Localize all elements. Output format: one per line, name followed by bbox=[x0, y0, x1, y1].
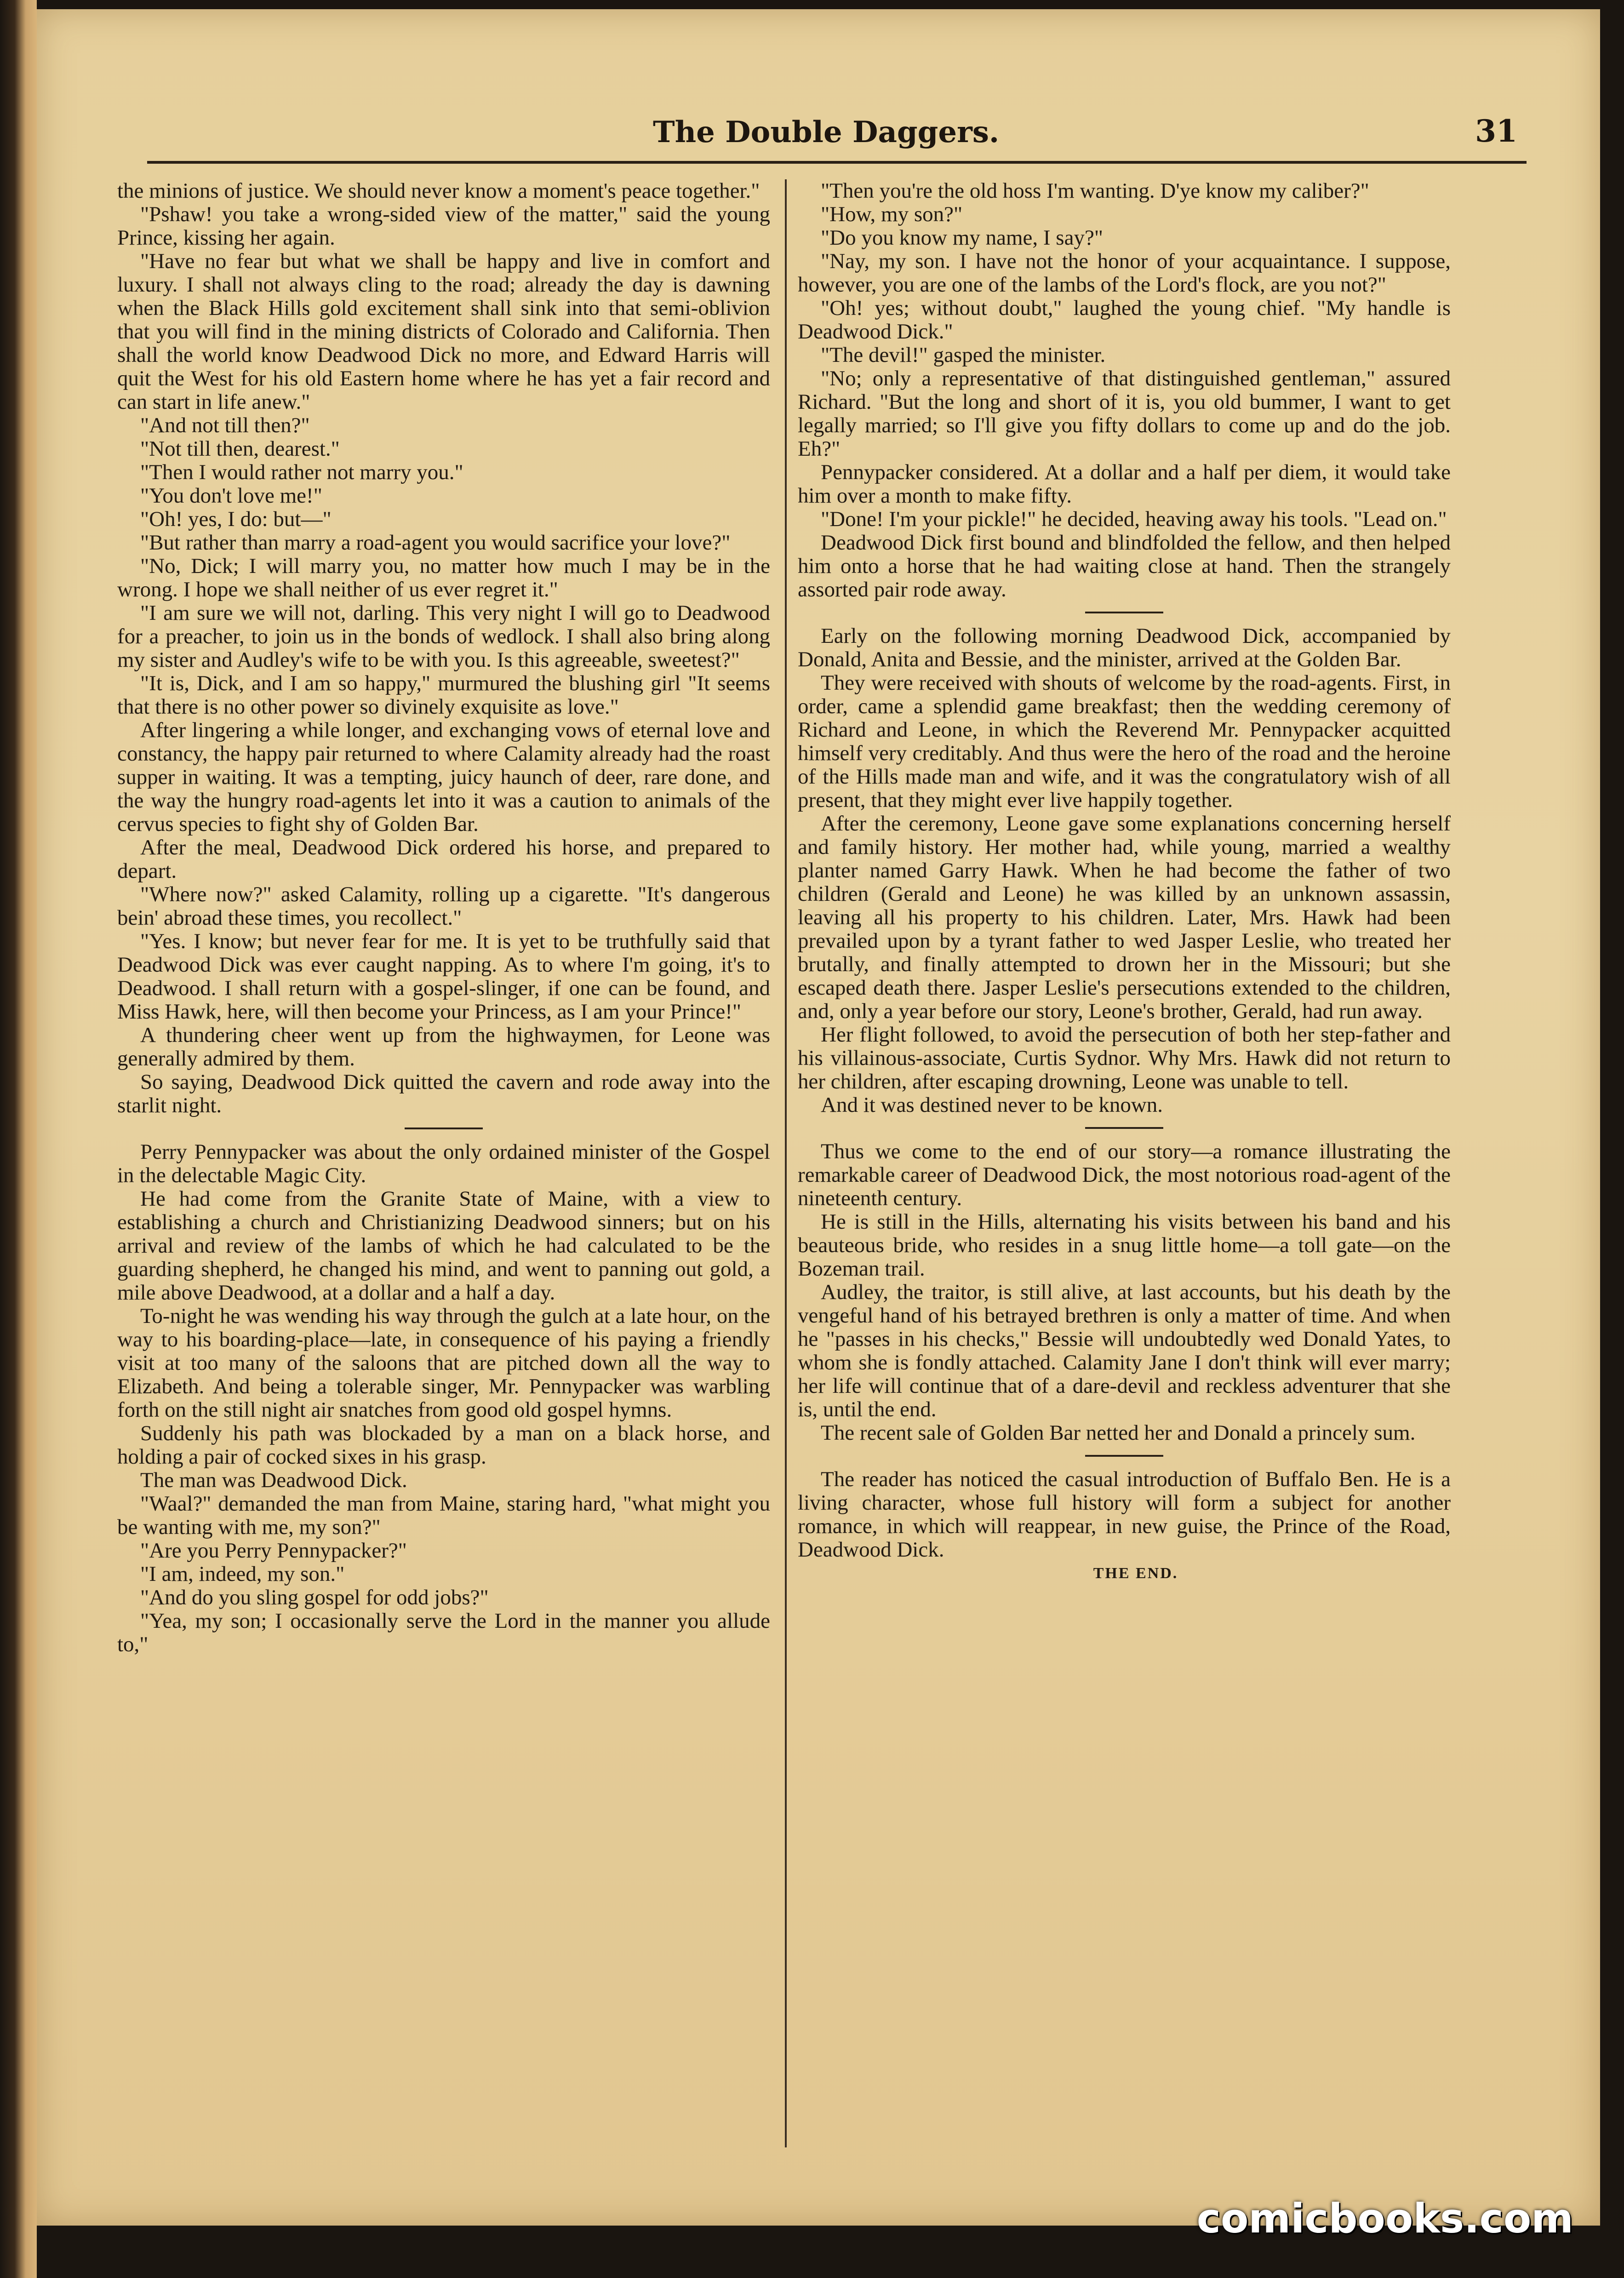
paragraph: Suddenly his path was blockaded by a man on a black horse, and holding a pair of cocked sixes in his grasp. bbox=[117, 1421, 770, 1469]
paragraph: To-night he was wending his way through the gulch at a late hour, on the way to his boarding-place—late, in consequence of his paying a friendly visit at too many of the saloons that are pitched down all the way to Elizabeth. And being a tolerable singer, Mr. Pennypacker was warbling forth on the still night air snatches from good old gospel hymns. bbox=[117, 1304, 770, 1422]
paragraph: He is still in the Hills, alternating his visits between his band and his beauteous bride, who resides in a snug little home—a toll gate—on the Bozeman trail. bbox=[798, 1210, 1451, 1281]
paragraph: Early on the following morning Deadwood Dick, accompanied by Donald, Anita and Bessie, and the minister, arrived at the Golden Bar. bbox=[798, 624, 1451, 671]
paragraph: "Yes. I know; but never fear for me. It is yet to be truthfully said that Deadwood Dick was ever caught napping. As to where I'm going, it's to Deadwood. I shall return with a gospel-slinger, if one can be found, and Miss Hawk, here, will then become your Princess, as I am your Prince!" bbox=[117, 929, 770, 1024]
paragraph: Pennypacker considered. At a dollar and a half per diem, it would take him over a month to make fifty. bbox=[798, 460, 1451, 508]
paragraph: "Pshaw! you take a wrong-sided view of the matter," said the young Prince, kissing her again. bbox=[117, 202, 770, 250]
right-column bbox=[798, 179, 1451, 2147]
paragraph: Deadwood Dick first bound and blindfolded the fellow, and then helped him onto a horse that he had waiting close at hand. Then the strangely assorted pair rode away. bbox=[798, 531, 1451, 601]
paragraph: Perry Pennypacker was about the only ordained minister of the Gospel in the delectable Magic City. bbox=[117, 1140, 770, 1187]
section-divider bbox=[405, 1128, 483, 1129]
paragraph: "Done! I'm your pickle!" he decided, heaving away his tools. "Lead on." bbox=[821, 507, 1447, 531]
paragraph: "But rather than marry a road-agent you would sacrifice your love?" bbox=[140, 531, 731, 555]
scan-edge bbox=[0, 0, 37, 2278]
paragraph: "You don't love me!" bbox=[140, 484, 322, 508]
paragraph: They were received with shouts of welcome by the road-agents. First, in order, came a splendid game breakfast; then the wedding ceremony of Richard and Leone, in which the Reverend Mr. Pennypacker acquitted himself very creditably. And thus were the hero of the road and the heroine of the Hills made man and wife, and it was the congratulatory wish of all present, that they might ever live happily together. bbox=[798, 671, 1451, 812]
paragraph: And it was destined never to be known. bbox=[821, 1093, 1163, 1117]
paragraph: "And do you sling gospel for odd jobs?" bbox=[140, 1585, 489, 1609]
paragraph: "No, Dick; I will marry you, no matter how much I may be in the wrong. I hope we shall neither of us ever regret it." bbox=[117, 554, 770, 601]
section-divider bbox=[1085, 1127, 1163, 1129]
paragraph: "Where now?" asked Calamity, rolling up a cigarette. "It's dangerous bein' abroad these times, you recollect." bbox=[117, 882, 770, 930]
paragraph: "Oh! yes; without doubt," laughed the young chief. "My handle is Deadwood Dick." bbox=[798, 296, 1451, 343]
paragraph: The reader has noticed the casual introduction of Buffalo Ben. He is a living character, whose full history will form a subject for another romance, in which will reappear, in new guise, the Prince of the Road, Deadwood Dick. bbox=[798, 1467, 1451, 1562]
page-number: 31 bbox=[1475, 113, 1517, 149]
paragraph: "Then you're the old hoss I'm wanting. D'ye know my caliber?" bbox=[821, 179, 1369, 203]
paragraph: Her flight followed, to avoid the persecution of both her step-father and his villainous-associate, Curtis Sydnor. Why Mrs. Hawk did not return to her children, after escaping drowning, Leone was unable to tell. bbox=[798, 1023, 1451, 1093]
the-end-mark: THE END. bbox=[1093, 1565, 1178, 1582]
paragraph: After lingering a while longer, and exchanging vows of eternal love and constancy, the happy pair returned to where Calamity already had the roast supper in waiting. It was a tempting, juicy haunch of deer, rare done, and the way the hungry road-agents let into it was a caution to animals of the cervus species to fight shy of Golden Bar. bbox=[117, 718, 770, 836]
paragraph: "And not till then?" bbox=[140, 413, 310, 437]
paragraph: So saying, Deadwood Dick quitted the cavern and rode away into the starlit night. bbox=[117, 1070, 770, 1117]
paragraph: "The devil!" gasped the minister. bbox=[821, 343, 1106, 367]
paragraph: He had come from the Granite State of Maine, with a view to establishing a church and Christianizing Deadwood sinners; but on his arrival and review of the lambs of which he had calculated to be the guarding shepherd, he changed his mind, and went to panning out gold, a mile above Deadwood, at a dollar and a half a day. bbox=[117, 1187, 770, 1305]
paragraph: "Do you know my name, I say?" bbox=[821, 226, 1104, 250]
paragraph: "Nay, my son. I have not the honor of your acquaintance. I suppose, however, you are one of the lambs of the Lord's flock, are you not?" bbox=[798, 249, 1451, 297]
paragraph: "Have no fear but what we shall be happy and live in comfort and luxury. I shall not always cling to the road; already the day is dawning when the Black Hills gold excitement shall sink into that semi-oblivion that you will find in the mining districts of Colorado and California. Then shall the world know Deadwood Dick no more, and Edward Harris will quit the West for his old Eastern home where he has yet a fair record and can start in life anew." bbox=[117, 249, 770, 414]
paragraph: "How, my son?" bbox=[821, 202, 963, 226]
paragraph: After the ceremony, Leone gave some explanations concerning herself and family history. Her mother had, while young, married a wealthy planter named Garry Hawk. When he had become the father of two children (Gerald and Leone) he was killed by an unknown assassin, leaving all his property to his children. Later, Mrs. Hawk had been prevailed upon by a tyrant father to wed Jasper Leslie, who treated her brutally, and finally attempted to drown her in the Missouri; but she escaped death there. Jasper Leslie's persecutions extended to the children, and, only a year before our story, Leone's brother, Gerald, had run away. bbox=[798, 812, 1451, 1023]
paragraph: "Oh! yes, I do: but—" bbox=[140, 507, 332, 531]
paragraph: "No; only a representative of that distinguished gentleman," assured Richard. "But the long and short of it is, you old bummer, I want to get legally married; so I'll give you fifty dollars to come up and do the job. Eh?" bbox=[798, 366, 1451, 461]
paragraph: After the meal, Deadwood Dick ordered his horse, and prepared to depart. bbox=[117, 836, 770, 883]
paragraph: Audley, the traitor, is still alive, at last accounts, but his death by the vengeful hand of his betrayed brethren is only a matter of time. And when he "passes in his checks," Bessie will undoubtedly wed Donald Yates, to whom she is fondly attached. Calamity Jane I don't think will ever marry; her life will continue that of a dare-devil and reckless adventurer that she is, until the end. bbox=[798, 1280, 1451, 1421]
paragraph: "It is, Dick, and I am so happy," murmured the blushing girl "It seems that there is no other power so divinely exquisite as love." bbox=[117, 671, 770, 719]
paragraph: the minions of justice. We should never know a moment's peace together." bbox=[117, 179, 760, 203]
paragraph: "Not till then, dearest." bbox=[140, 437, 340, 461]
paragraph: The recent sale of Golden Bar netted her and Donald a princely sum. bbox=[821, 1421, 1416, 1445]
section-divider bbox=[1085, 612, 1163, 613]
paragraph: "I am, indeed, my son." bbox=[140, 1562, 345, 1586]
paragraph: The man was Deadwood Dick. bbox=[140, 1468, 407, 1492]
watermark-text: comicbooks.com bbox=[1196, 2195, 1573, 2242]
section-divider bbox=[1085, 1455, 1163, 1457]
page-title: The Double Daggers. bbox=[653, 115, 1000, 149]
paragraph: Thus we come to the end of our story—a romance illustrating the remarkable career of Deadwood Dick, the most notorious road-agent of the nineteenth century. bbox=[798, 1139, 1451, 1210]
column-rule bbox=[785, 179, 787, 2147]
paragraph: "Yea, my son; I occasionally serve the Lord in the manner you allude to," bbox=[117, 1609, 770, 1656]
paragraph: "Waal?" demanded the man from Maine, staring hard, "what might you be wanting with me, my son?" bbox=[117, 1492, 770, 1539]
paragraph: "Are you Perry Pennypacker?" bbox=[140, 1539, 407, 1563]
paragraph: A thundering cheer went up from the highwaymen, for Leone was generally admired by them. bbox=[117, 1023, 770, 1070]
paragraph: "Then I would rather not marry you." bbox=[140, 460, 463, 484]
running-head bbox=[147, 110, 1527, 164]
paragraph: "I am sure we will not, darling. This very night I will go to Deadwood for a preacher, to join us in the bonds of wedlock. I shall also bring along my sister and Audley's wife to be with you. Is this agreeable, sweetest?" bbox=[117, 601, 770, 672]
left-column bbox=[117, 179, 770, 2147]
